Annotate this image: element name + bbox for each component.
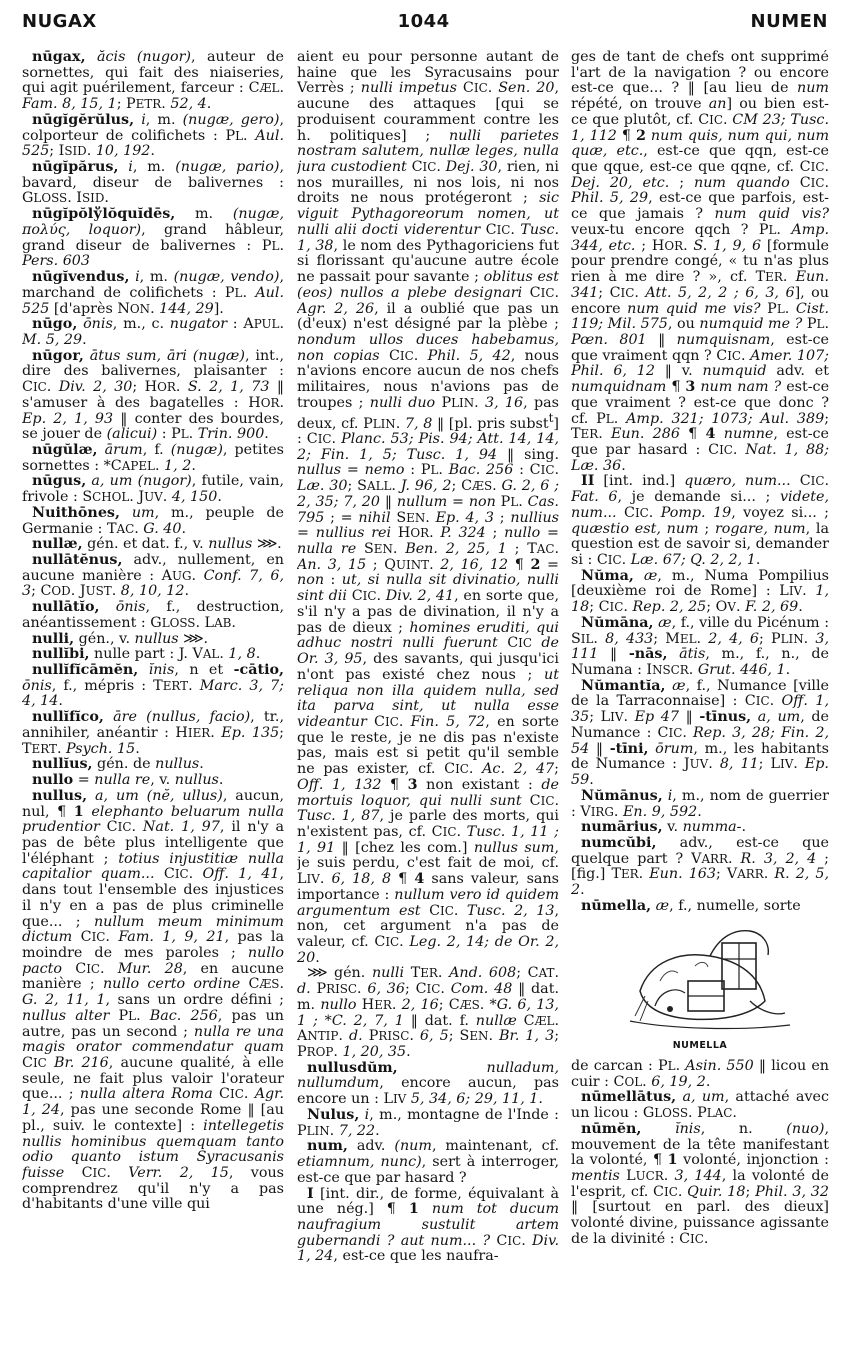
dictionary-entry: nūmellātus, a, um, attaché avec un licou : GLOSS. PLAC. (571, 1089, 829, 1122)
dictionary-entry: num, adv. (num, maintenant, cf. etiamnum, nunc), sert à interroger, est-ce que par hasard ? (297, 1138, 559, 1186)
dictionary-entry: Nŭmāna, æ, f., ville du Picénum : SIL. 8, 433; MEL. 2, 4, 6; PLIN. 3, 111 ‖ -nās, ātis, m., f., n., de Numana : INSCR. Grut. 446, 1. (571, 614, 829, 679)
dictionary-entry: numcŭbi, adv., est-ce que quelque part ? VARR. R. 3, 2, 4 ; [fig.] TER. Eun. 163; VARR. R. 2, 5, 2. (571, 834, 829, 899)
dictionary-entry: nullus, a, um (nĕ, ullus), aucun, nul, ¶ 1 elephanto beluarum nulla prudentior CIC. Nat. 1, 97, il n'y a pas de bête plus intelligente que l'éléphant ; totius injustitiæ nulla capitalior quam... CIC. Off. 1, 41, dans tout l'ensemble des injustices il n'y en a pas de plus criminelle que... ; nullum meum minimum dictum CIC. Fam. 1, 9, 21, pas la moindre de mes paroles ; nullo pacto CIC. Mur. 28, en aucune manière ; nullo certo ordine CÆS. G. 2, 11, 1, sans un ordre défini ; nullus alter PL. Bac. 256, pas un autre, pas un second ; nulla re una magis orator commendatur quam CIC Br. 216, aucune qualité, à elle seule, ne fait plus valoir l'orateur que... ; nulla altera Roma CIC. Agr. 1, 24, pas une seconde Rome ‖ [au pl., suiv. le contexte] : intellegetis nullis hominibus quemquam tanto odio quanto istum Syracusanis fuisse CIC. Verr. 2, 15, vous comprendrez qu'il n'y a pas d'habitants d'une ville qui (22, 787, 284, 1213)
dictionary-entry: Nulus, i, m., montagne de l'Inde : PLIN. 7, 22. (297, 1106, 559, 1139)
column-1 (22, 50, 284, 1350)
dictionary-entry: ges de tant de chefs ont supprimé l'art de la navigation ? ou encore est-ce que... ? ‖ [au lieu de num répété, on trouve an] ou bien est-ce que plutôt, cf. CIC. CM 23; Tusc. 1, 112 ¶ 2 num quis, num qui, num quæ, etc., est-ce que qqn, est-ce que qque, est-ce que qqne, cf. CIC. Dej. 20, etc. ; num quando CIC. Phil. 5, 29, est-ce que parfois, est-ce que jamais ? num quid vis? veux-tu encore qqch ? PL. Amp. 344, etc. ; HOR. S. 1, 9, 6 [formule pour prendre congé, « tu n'as plus rien à me dire ? », cf. TER. Eun. 341; CIC. Att. 5, 2, 2 ; 6, 3, 6], ou encore num quid me vis? PL. Cist. 119; Mil. 575, ou numquid me ? PL. Pœn. 801 ‖ numquisnam, est-ce que vraiment qqn ? CIC. Amer. 107; Phil. 6, 12 ‖ v. numquid adv. et numquidnam ¶ 3 num nam ? est-ce que vraiment ? est-ce que donc ? cf. PL. Amp. 321; 1073; Aul. 389; TER. Eun. 286 ¶ 4 numne, est-ce que par hasard : CIC. Nat. 1, 88; Læ. 36. (571, 50, 829, 474)
dictionary-entry: ⋙ gén. nulli TER. And. 608; CAT. d. PRISC. 6, 36; CIC. Com. 48 ‖ dat. m. nullo HER. 2, 16; CÆS. *G. 6, 13, 1 ; *C. 2, 7, 1 ‖ dat. f. nullæ CÆL. ANTIP. d. PRISC. 6, 5; SEN. Br. 1, 3; PROP. 1, 20, 35. (297, 965, 559, 1061)
dictionary-entry: nūgor, ātus sum, āri (nugæ), int., dire des balivernes, plaisanter : CIC. Div. 2, 30; HOR. S. 2, 1, 73 ‖ s'amuser à des bagatelles : HOR. Ep. 2, 1, 93 ‖ conter des bourdes, se jouer de (alicui) : PL. Trin. 900. (22, 347, 284, 443)
dictionary-entry: nulli, gén., v. nullus ⋙. (32, 630, 209, 647)
dictionary-entry: nullĭfĭcāmĕn, ĭnis, n et -cātio, ōnis, f., mépris : TERT. Marc. 3, 7; 4, 14. (22, 662, 284, 710)
numella-illustration (571, 921, 829, 1051)
dictionary-entry: nūmĕn, ĭnis, n. (nuo), mouvement de la tête manifestant la volonté, ¶ 1 volonté, injonction : mentis LUCR. 3, 144, la volonté de l'esprit, cf. CIC. Quir. 18; Phil. 3, 32 ‖ [surtout en parl. des dieux] volonté divine, puissance agissante de la divinité : CIC. (571, 1120, 829, 1247)
dictionary-entry: nūgĭpŏlўlŏquĭdēs, m. (nugæ, πολύς, loquor), grand hâbleur, grand diseur de balivernes : PL. Pers. 603 (22, 206, 284, 270)
dictionary-entry: nūgax, ăcis (nugor), auteur de sornettes, qui fait des niaiseries, qui agit puérilement, farceur : CÆL. Fam. 8, 15, 1; PETR. 52, 4. (22, 50, 284, 113)
numella-drawing (600, 921, 800, 1039)
dictionary-entry: Nŭmānus, i, m., nom de guerrier : VIRG. En. 9, 592. (571, 787, 829, 820)
dictionary-entry: II [int. ind.] quæro, num... CIC. Fat. 6, je demande si... ; videte, num... CIC. Pomp. 19, voyez si... ; quæstio est, num ; rogare, num, la question est de savoir si, demander si : CIC. Læ. 67; Q. 2, 2, 1. (571, 473, 829, 568)
column-2 (297, 50, 559, 1350)
dictionary-entry: nullĭus, gén. de nullus. (32, 756, 204, 773)
dictionary-entry: nullo = nulla re, v. nullus. (32, 772, 224, 789)
dictionary-entry: nūgŭlæ, ārum, f. (nugæ), petites sornettes : *CAPEL. 1, 2. (22, 441, 284, 474)
dictionary-entry: nullātĭo, ōnis, f., destruction, anéantissement : GLOSS. LAB. (22, 599, 284, 631)
dictionary-entry: nullæ, gén. et dat. f., v. nullus ⋙. (32, 536, 282, 553)
figure-caption: NUMELLA (672, 1039, 728, 1051)
dictionary-entry: nullĭbi, nulle part : J. VAL. 1, 8. (32, 646, 261, 663)
header-right-guideword: NUMEN (750, 10, 828, 32)
dictionary-entry: nūgĭvendus, i, m. (nugæ, vendo), marchand de colifichets : PL. Aul. 525 [d'après NON. 144, 29]. (22, 269, 284, 317)
page-number: 1044 (397, 10, 450, 32)
dictionary-entry: de carcan : PL. Asin. 550 ‖ licou en cuir : COL. 6, 19, 2. (571, 1057, 829, 1090)
dictionary-entry: nūmella, æ, f., numelle, sorte (581, 897, 801, 914)
dictionary-entry: I [int. dir., de forme, équivalant à une nég.] ¶ 1 num tot ducum naufragium sustulit artem gubernandi ? aut num... ? CIC. Div. 1, 24, est-ce que les naufra- (297, 1185, 559, 1265)
header-left-guideword: NUGAX (22, 10, 97, 32)
dictionary-entry: nullātĕnus, adv., nullement, en aucune manière : AUG. Conf. 7, 6, 3; COD. JUST. 8, 10, 12. (22, 552, 284, 600)
dictionary-entry: Nŭmantĭa, æ, f., Numance [ville de la Tarraconnaise] : CIC. Off. 1, 35; LIV. Ep 47 ‖ -tīnus, a, um, de Numance : CIC. Rep. 3, 28; Fin. 2, 54 ‖ -tīni, ōrum, m., les habitants de Numance : JUV. 8, 11; LIV. Ep. 59. (571, 677, 829, 789)
column-3 (571, 50, 829, 1350)
dictionary-entry: Nuithōnes, um, m., peuple de Germanie : TAC. G. 40. (22, 504, 284, 537)
dictionary-entry: nūgus, a, um (nugor), futile, vain, frivole : SCHOL. JUV. 4, 150. (22, 473, 284, 506)
dictionary-entry: nūgo, ōnis, m., c. nugator : APUL. M. 5, 29. (22, 316, 284, 348)
running-header (22, 4, 828, 38)
dictionary-entry: Nŭma, æ, m., Numa Pompilius [deuxième roi de Rome] : LIV. 1, 18; CIC. Rep. 2, 25; OV. F. 2, 69. (571, 567, 829, 616)
dictionary-entry: nullĭfĭco, āre (nullus, facio), tr., annihiler, anéantir : HIER. Ep. 135; TERT. Psych. 15. (22, 709, 284, 757)
dictionary-entry: aient eu pour personne autant de haine que les Syracusains pour Verrès ; nulli impetus CIC. Sen. 20, aucune des attaques [qui se produisent couramment contre les h. politiques] ; nulli parietes nostram salutem, nullæ leges, nulla jura custodient CIC. Dej. 30, rien, ni nos murailles, ni nos lois, ni nos droits ne nous protégeront ; sic viguit Pythagoreorum nomen, ut nulli alii docti viderentur CIC. Tusc. 1, 38, le nom des Pythagoriciens fut si florissant qu'aucune autre école ne passait pour savante ; oblitus est (eos) nullos a plebe designari CIC. Agr. 2, 26, il a oublié que pas un (d'eux) n'est désigné par la plèbe ; nondum ullos duces habebamus, non copias CIC. Phil. 5, 42, nous n'avions encore aucun de nos chefs militaires, nous n'avions pas de troupes ; nulli duo PLIN. 3, 16, pas deux, cf. PLIN. 7, 8 ‖ [pl. pris subst$^t$] : CIC. Planc. 53; Pis. 94; Att. 14, 14, 2; Fin. 1, 5; Tusc. 1, 94 ‖ sing. nullus = nemo : PL. Bac. 256 : CIC. Læ. 30; SALL. J. 96, 2; CÆS. G. 2, 6 ; 2, 35; 7, 20 ‖ nullum = non PL. Cas. 795 ; = nihil SEN. Ep. 4, 3 ; nullius = nullius rei HOR. P. 324 ; nullo = nulla re SEN. Ben. 2, 25, 1 ; TAC. An. 3, 15 ; QUINT. 2, 16, 12 ¶ 2 = non : ut, si nulla sit divinatio, nulli sint dii CIC. Div. 2, 41, en sorte que, s'il n'y a pas de divination, il n'y a pas de dieux ; homines eruditi, qui adhuc nostri nulli fuerunt CIC de Or. 3, 95, des savants, qui jusqu'ici n'ont pas existé chez nous ; ut reliqua non illa quidem nulla, sed ita parva sint, ut nulla esse videantur CIC. Fin. 5, 72, en sorte que le reste, je ne dis pas n'existe pas, mais est si petit qu'il semble ne pas exister, cf. CIC. Ac. 2, 47; Off. 1, 132 ¶ 3 non existant : de mortuis loquor, qui nulli sunt CIC. Tusc. 1, 87, je parle des morts, qui n'existent pas, cf. CIC. Tusc. 1, 11 ; 1, 91 ‖ [chez les com.] nullus sum, je suis perdu, c'est fait de moi, cf. LIV. 6, 18, 8 ¶ 4 sans valeur, sans importance : nullum vero id quidem argumentum est CIC. Tusc. 2, 13, non, cet argument n'a pas de valeur, cf. CIC. Leg. 2, 14; de Or. 2, 20. (297, 50, 559, 966)
dictionary-entry: nūgĭgĕrŭlus, i, m. (nugæ, gero), colporteur de colifichets : PL. Aul. 525; ISID. 10, 192. (22, 111, 284, 160)
dictionary-entry: nullusdŭm, nulladum, nullumdum, encore aucun, pas encore un : LIV 5, 34, 6; 29, 11, 1. (297, 1059, 559, 1108)
dictionary-entry: nūgĭpărus, i, m. (nugæ, pario), bavard, diseur de balivernes : GLOSS. ISID. (22, 159, 284, 207)
dictionary-entry: numārius, v. numma-. (581, 819, 747, 836)
